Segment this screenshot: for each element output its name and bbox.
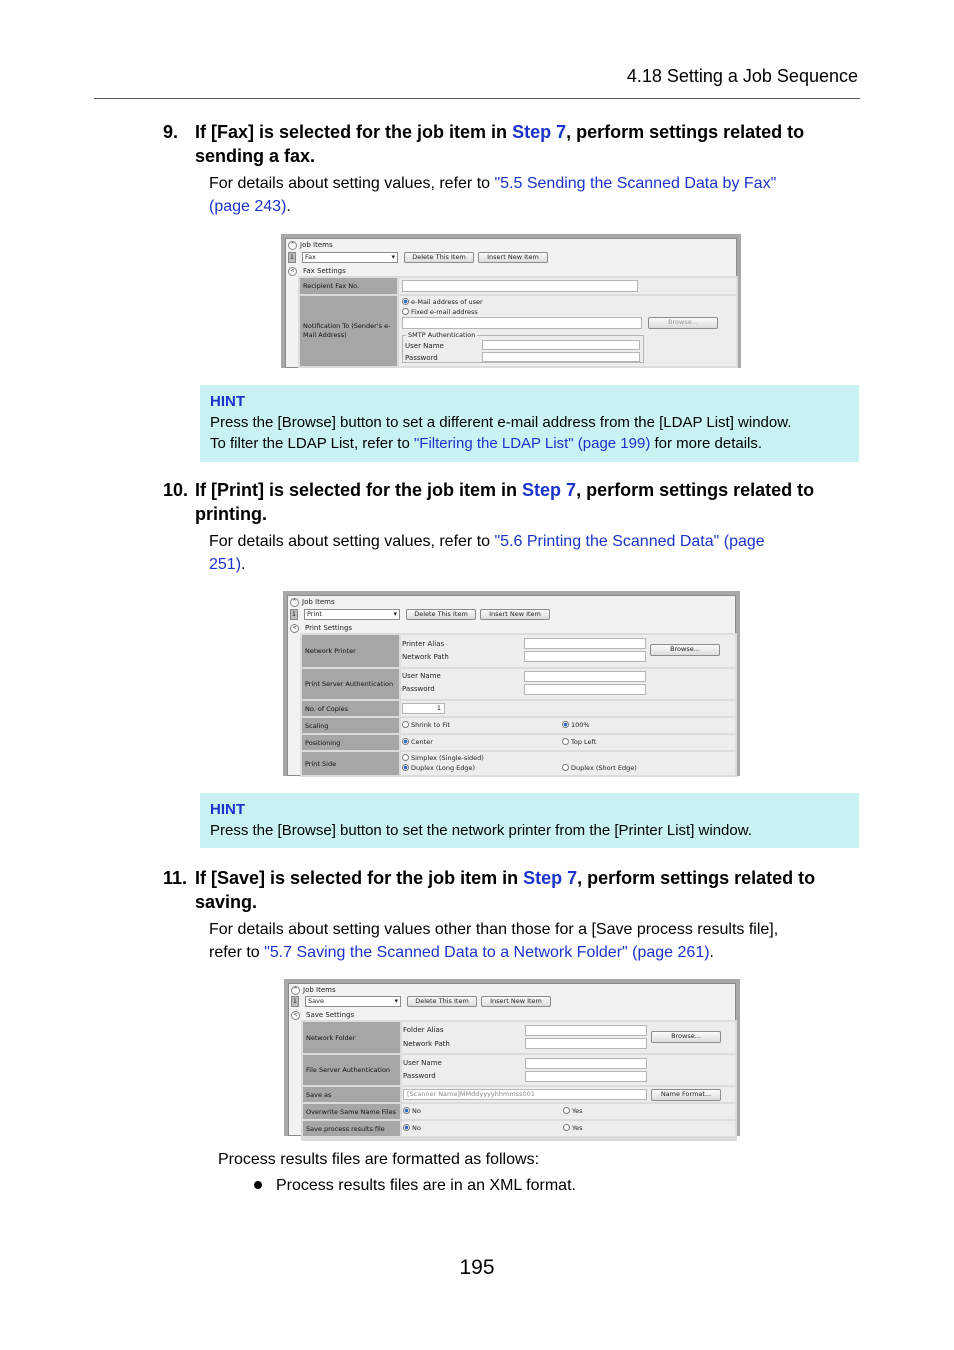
radio-label: Yes [572,1107,583,1115]
radio-shrink-to-fit[interactable] [402,721,450,729]
print-reference-link[interactable]: "5.6 Printing the Scanned Data" (page [494,533,765,550]
browse-button[interactable]: Browse... [651,1031,721,1043]
step-11-heading [163,866,863,914]
radio-duplex-long[interactable] [402,764,475,772]
printer-alias-input[interactable] [524,638,646,649]
radio-top-left[interactable] [562,738,596,746]
fax-reference-page-link[interactable]: (page 243) [209,197,287,215]
step-7-link[interactable]: Step 7 [512,122,567,142]
radio-label: Yes [572,1124,583,1132]
body-text: . [241,555,246,573]
hint-text-line2 [210,433,849,454]
delete-item-button[interactable]: Delete This Item [406,609,476,620]
password-input[interactable] [524,684,646,695]
insert-item-button[interactable]: Insert New Item [480,609,550,620]
heading-text: saving. [195,892,258,912]
hint-box [200,793,859,848]
section-label: Fax Settings [303,267,346,275]
heading-text: If [Save] is selected for the job item in [195,868,524,888]
step-7-link[interactable]: Step 7 [523,868,578,888]
heading-text: , perform settings related to [566,122,805,142]
file-server-auth-label: File Server Authentication [303,1055,400,1085]
overwrite-label: Overwrite Same Name Files [303,1104,400,1119]
job-item-select[interactable]: Fax ▾ [302,252,398,263]
smtp-user-name-input[interactable] [482,340,640,350]
recipient-label: Recipient Fax No. [300,278,397,294]
copies-input[interactable]: 1 [402,703,445,714]
collapse-icon[interactable]: < [291,1011,300,1020]
radio-label: e-Mail address of user [411,298,483,306]
recipient-fax-input[interactable] [402,280,638,292]
radio-label: No [412,1107,421,1115]
job-items-label: Job Items [303,986,336,994]
radio-label: No [412,1124,421,1132]
section-header-title: 4.18 Setting a Job Sequence [626,66,858,86]
password-label: Password [402,685,435,693]
step-10-heading [163,478,863,526]
radio-label: Top Left [571,738,597,746]
network-path-input[interactable] [524,651,646,662]
network-printer-label: Network Printer [302,635,399,667]
radio-center[interactable] [402,738,433,746]
body-text: For details about setting values, refer to [209,175,495,192]
copies-label: No. of Copies [302,701,399,716]
positioning-label: Positioning [302,735,399,750]
network-path-label: Network Path [403,1040,450,1048]
print-settings-screenshot [283,591,740,776]
radio-icon [563,1124,570,1131]
server-auth-label: Print Server Authentication [302,669,399,699]
body-text: refer to [209,943,265,961]
hint-text: To filter the LDAP List, refer to [210,435,414,452]
smtp-group-title: SMTP Authentication [408,331,476,339]
print-side-label: Print Side [302,752,399,775]
bullet-item [254,1175,576,1198]
user-name-label: User Name [402,672,441,680]
network-path-input[interactable] [525,1038,647,1049]
delete-item-button[interactable]: Delete This Item [407,996,477,1007]
hint-text: Press the [Browse] button to set the network printer from the [Printer List] window. [210,822,752,839]
radio-label: Simplex (Single-sided) [411,754,484,762]
scaling-label: Scaling [302,718,399,733]
radio-label: Shrink to Fit [411,721,450,729]
insert-item-button[interactable]: Insert New Item [481,996,551,1007]
item-number: 1 [291,610,297,618]
radio-results-yes[interactable] [563,1124,583,1132]
radio-label: Duplex (Short Edge) [571,764,637,772]
label-text: Notification To (Sender's e- [303,322,391,330]
user-name-label: User Name [403,1059,442,1067]
radio-label: Center [411,738,433,746]
save-as-input[interactable]: [Scanner Name]MMddyyyyhhmmss001 [403,1089,647,1100]
password-input[interactable] [525,1071,647,1082]
heading-text: If [Print] is selected for the job item in [195,480,523,500]
radio-100-percent[interactable] [562,721,590,729]
radio-selected-icon [402,764,409,771]
job-items-label: Job Items [300,241,333,249]
collapse-icon[interactable]: ^ [290,598,299,607]
body-text: . [709,943,714,961]
process-results-intro: Process results files are formatted as follows: [218,1151,540,1168]
radio-label: Fixed e-mail address [411,308,478,316]
job-item-select[interactable]: Print ▾ [304,609,400,620]
network-folder-label: Network Folder [303,1022,400,1053]
fixed-email-input[interactable] [402,317,642,329]
radio-fixed-email[interactable] [402,308,478,316]
fax-settings-screenshot [281,234,741,368]
hint-text: Press the [Browse] button to set a different e-mail address from the [LDAP List] window. [210,414,792,431]
heading-text: printing. [195,504,267,524]
fax-reference-link[interactable]: "5.5 Sending the Scanned Data by Fax" [494,175,777,192]
section-label: Save Settings [306,1011,355,1019]
radio-icon [402,308,409,315]
hint-title: HINT [210,393,245,410]
item-number: 1 [289,253,295,261]
hint-box [200,385,859,462]
radio-selected-icon [403,1124,410,1131]
field-area [401,701,735,716]
radio-selected-icon [402,298,409,305]
hint-text: for more details. [650,435,763,452]
radio-duplex-short[interactable] [562,764,637,772]
browse-button[interactable]: Browse... [648,317,718,329]
user-name-input[interactable] [524,671,646,682]
folder-alias-label: Folder Alias [403,1026,444,1034]
step-9-heading [163,120,863,168]
save-settings-screenshot [284,979,740,1136]
step-7-link[interactable]: Step 7 [522,480,577,500]
label-text: Mail Address) [303,331,347,339]
radio-selected-icon [403,1107,410,1114]
name-format-button[interactable]: Name Format... [651,1089,721,1101]
radio-simplex[interactable] [402,754,484,762]
item-number: 1 [292,997,298,1005]
bullet-icon [254,1181,262,1189]
header-divider [94,98,860,99]
process-results-label: Save process results file [303,1121,400,1136]
smtp-password-input[interactable] [482,352,640,362]
page-number: 195 [459,1256,495,1279]
radio-icon [562,738,569,745]
collapse-icon[interactable]: ^ [291,986,300,995]
radio-icon [402,754,409,761]
step-10-body [209,531,859,576]
job-item-select[interactable]: Save ▾ [305,996,401,1007]
radio-selected-icon [562,721,569,728]
network-path-label: Network Path [402,653,449,661]
step-9-body [209,173,859,218]
insert-item-button[interactable]: Insert New Item [478,252,548,263]
step-number: 11. [163,868,188,888]
body-text: For details about setting values other than those for a [Save process results file], [209,921,779,938]
body-text: . [286,197,291,215]
hint-title: HINT [210,801,245,818]
ldap-filter-link[interactable]: "Filtering the LDAP List" (page 199) [413,435,651,452]
step-number: 9. [163,122,179,142]
step-11-body [209,919,859,964]
radio-label: Duplex (Long Edge) [411,764,476,772]
browse-button[interactable]: Browse... [650,644,720,656]
section-label: Print Settings [305,624,353,632]
heading-text: sending a fax. [195,146,316,166]
radio-overwrite-no[interactable] [403,1107,421,1115]
save-reference-link[interactable]: "5.7 Saving the Scanned Data to a Network Folder" (page 261) [264,943,710,961]
bullet-text: Process results files are in an XML format. [276,1177,576,1194]
printer-alias-label: Printer Alias [402,640,445,648]
heading-text: , perform settings related to [576,480,815,500]
radio-user-email[interactable] [402,298,483,306]
radio-icon [563,1107,570,1114]
password-label: Password [403,1072,436,1080]
heading-text: , perform settings related to [577,868,816,888]
heading-text: If [Fax] is selected for the job item in [195,122,513,142]
save-as-label: Save as [303,1087,400,1102]
radio-icon [562,764,569,771]
print-reference-page-link[interactable]: 251) [209,555,242,573]
body-text: For details about setting values, refer to [209,533,495,550]
collapse-icon[interactable]: ^ [288,241,297,250]
job-items-label: Job Items [302,598,335,606]
password-label: Password [405,354,438,362]
radio-icon [402,721,409,728]
user-name-input[interactable] [525,1058,647,1069]
folder-alias-input[interactable] [525,1025,647,1036]
radio-label: 100% [571,721,590,729]
step-number: 10. [163,480,189,500]
user-name-label: User Name [405,342,444,350]
notification-label [300,296,397,366]
collapse-icon[interactable]: < [290,624,299,633]
radio-selected-icon [402,738,409,745]
radio-results-no[interactable] [403,1124,421,1132]
radio-overwrite-yes[interactable] [563,1107,583,1115]
delete-item-button[interactable]: Delete This Item [404,252,474,263]
collapse-icon[interactable]: < [288,267,297,276]
